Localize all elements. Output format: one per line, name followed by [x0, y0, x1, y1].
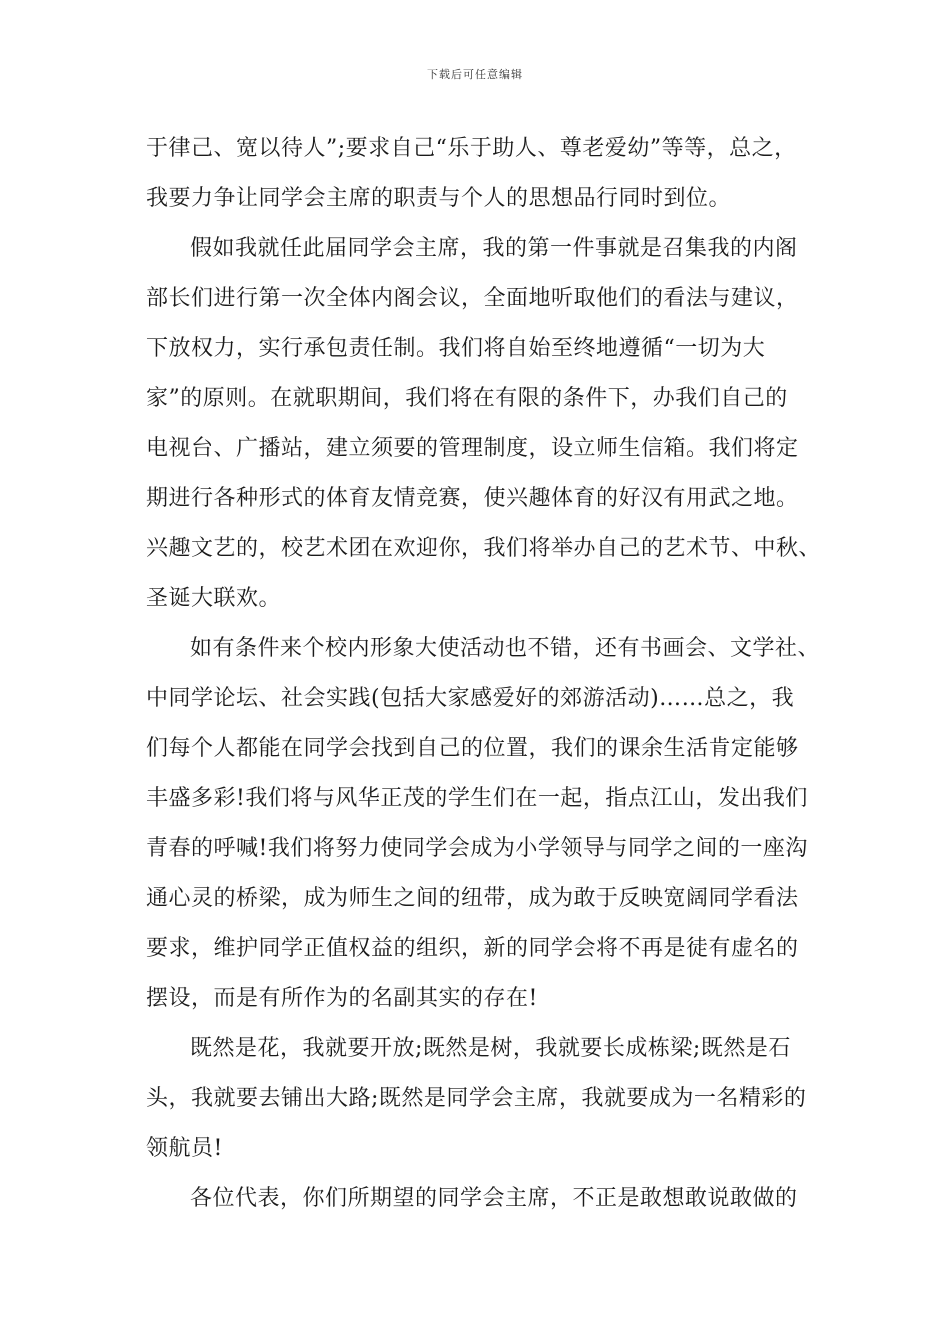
text-line: 于律己、宽以待人”;要求自己“乐于助人、尊老爱幼”等等，总之， [146, 136, 797, 161]
text-line: 各位代表，你们所期望的同学会主席，不正是敢想敢说敢做的 [190, 1186, 798, 1211]
text-line: 要求，维护同学正值权益的组织，新的同学会将不再是徒有虚名的 [146, 936, 799, 961]
document-body [146, 130, 822, 1230]
text-line: 假如我就任此届同学会主席，我的第一件事就是召集我的内阁 [190, 236, 798, 261]
text-line: 中同学论坛、社会实践(包括大家感爱好的郊游活动)……总之，我 [146, 686, 795, 711]
text-line: 青春的呼喊!我们将努力使同学会成为小学领导与同学之间的一座沟 [146, 836, 808, 861]
paragraph-3 [146, 630, 821, 1030]
text-line: 期进行各种形式的体育友情竞赛，使兴趣体育的好汉有用武之地。 [146, 486, 799, 511]
text-line: 通心灵的桥梁，成为师生之间的纽带，成为敢于反映宽阔同学看法 [146, 886, 799, 911]
text-line: 部长们进行第一次全体内阁会议，全面地听取他们的看法与建议， [146, 286, 799, 311]
paragraph-2 [146, 230, 822, 630]
page-header-note: 下载后可任意编辑 [427, 68, 523, 81]
text-line: 我要力争让同学会主席的职责与个人的思想品行同时到位。 [146, 186, 732, 211]
text-line: 电视台、广播站，建立须要的管理制度，设立师生信箱。我们将定 [146, 436, 799, 461]
text-line: 头，我就要去铺出大路;既然是同学会主席，我就要成为一名精彩的 [146, 1086, 807, 1111]
text-line: 们每个人都能在同学会找到自己的位置，我们的课余生活肯定能够 [146, 736, 799, 761]
text-line: 丰盛多彩!我们将与风华正茂的学生们在一起，指点江山，发出我们 [146, 786, 808, 811]
text-line: 兴趣文艺的，校艺术团在欢迎你，我们将举办自己的艺术节、中秋、 [146, 536, 822, 561]
text-line: 圣诞大联欢。 [146, 586, 282, 611]
text-line: 家”的原则。在就职期间，我们将在有限的条件下，办我们自己的 [146, 386, 788, 411]
text-line: 领航员! [146, 1136, 223, 1161]
text-line: 既然是花，我就要开放;既然是树，我就要长成栋梁;既然是石 [190, 1036, 791, 1061]
text-line: 如有条件来个校内形象大使活动也不错，还有书画会、文学社、 [190, 636, 821, 661]
paragraph-1 [146, 130, 816, 230]
text-line: 下放权力，实行承包责任制。我们将自始至终地遵循“一切为大 [146, 336, 766, 361]
text-line: 摆设，而是有所作为的名副其实的存在! [146, 986, 538, 1011]
paragraph-5 [146, 1180, 816, 1230]
paragraph-4 [146, 1030, 816, 1180]
